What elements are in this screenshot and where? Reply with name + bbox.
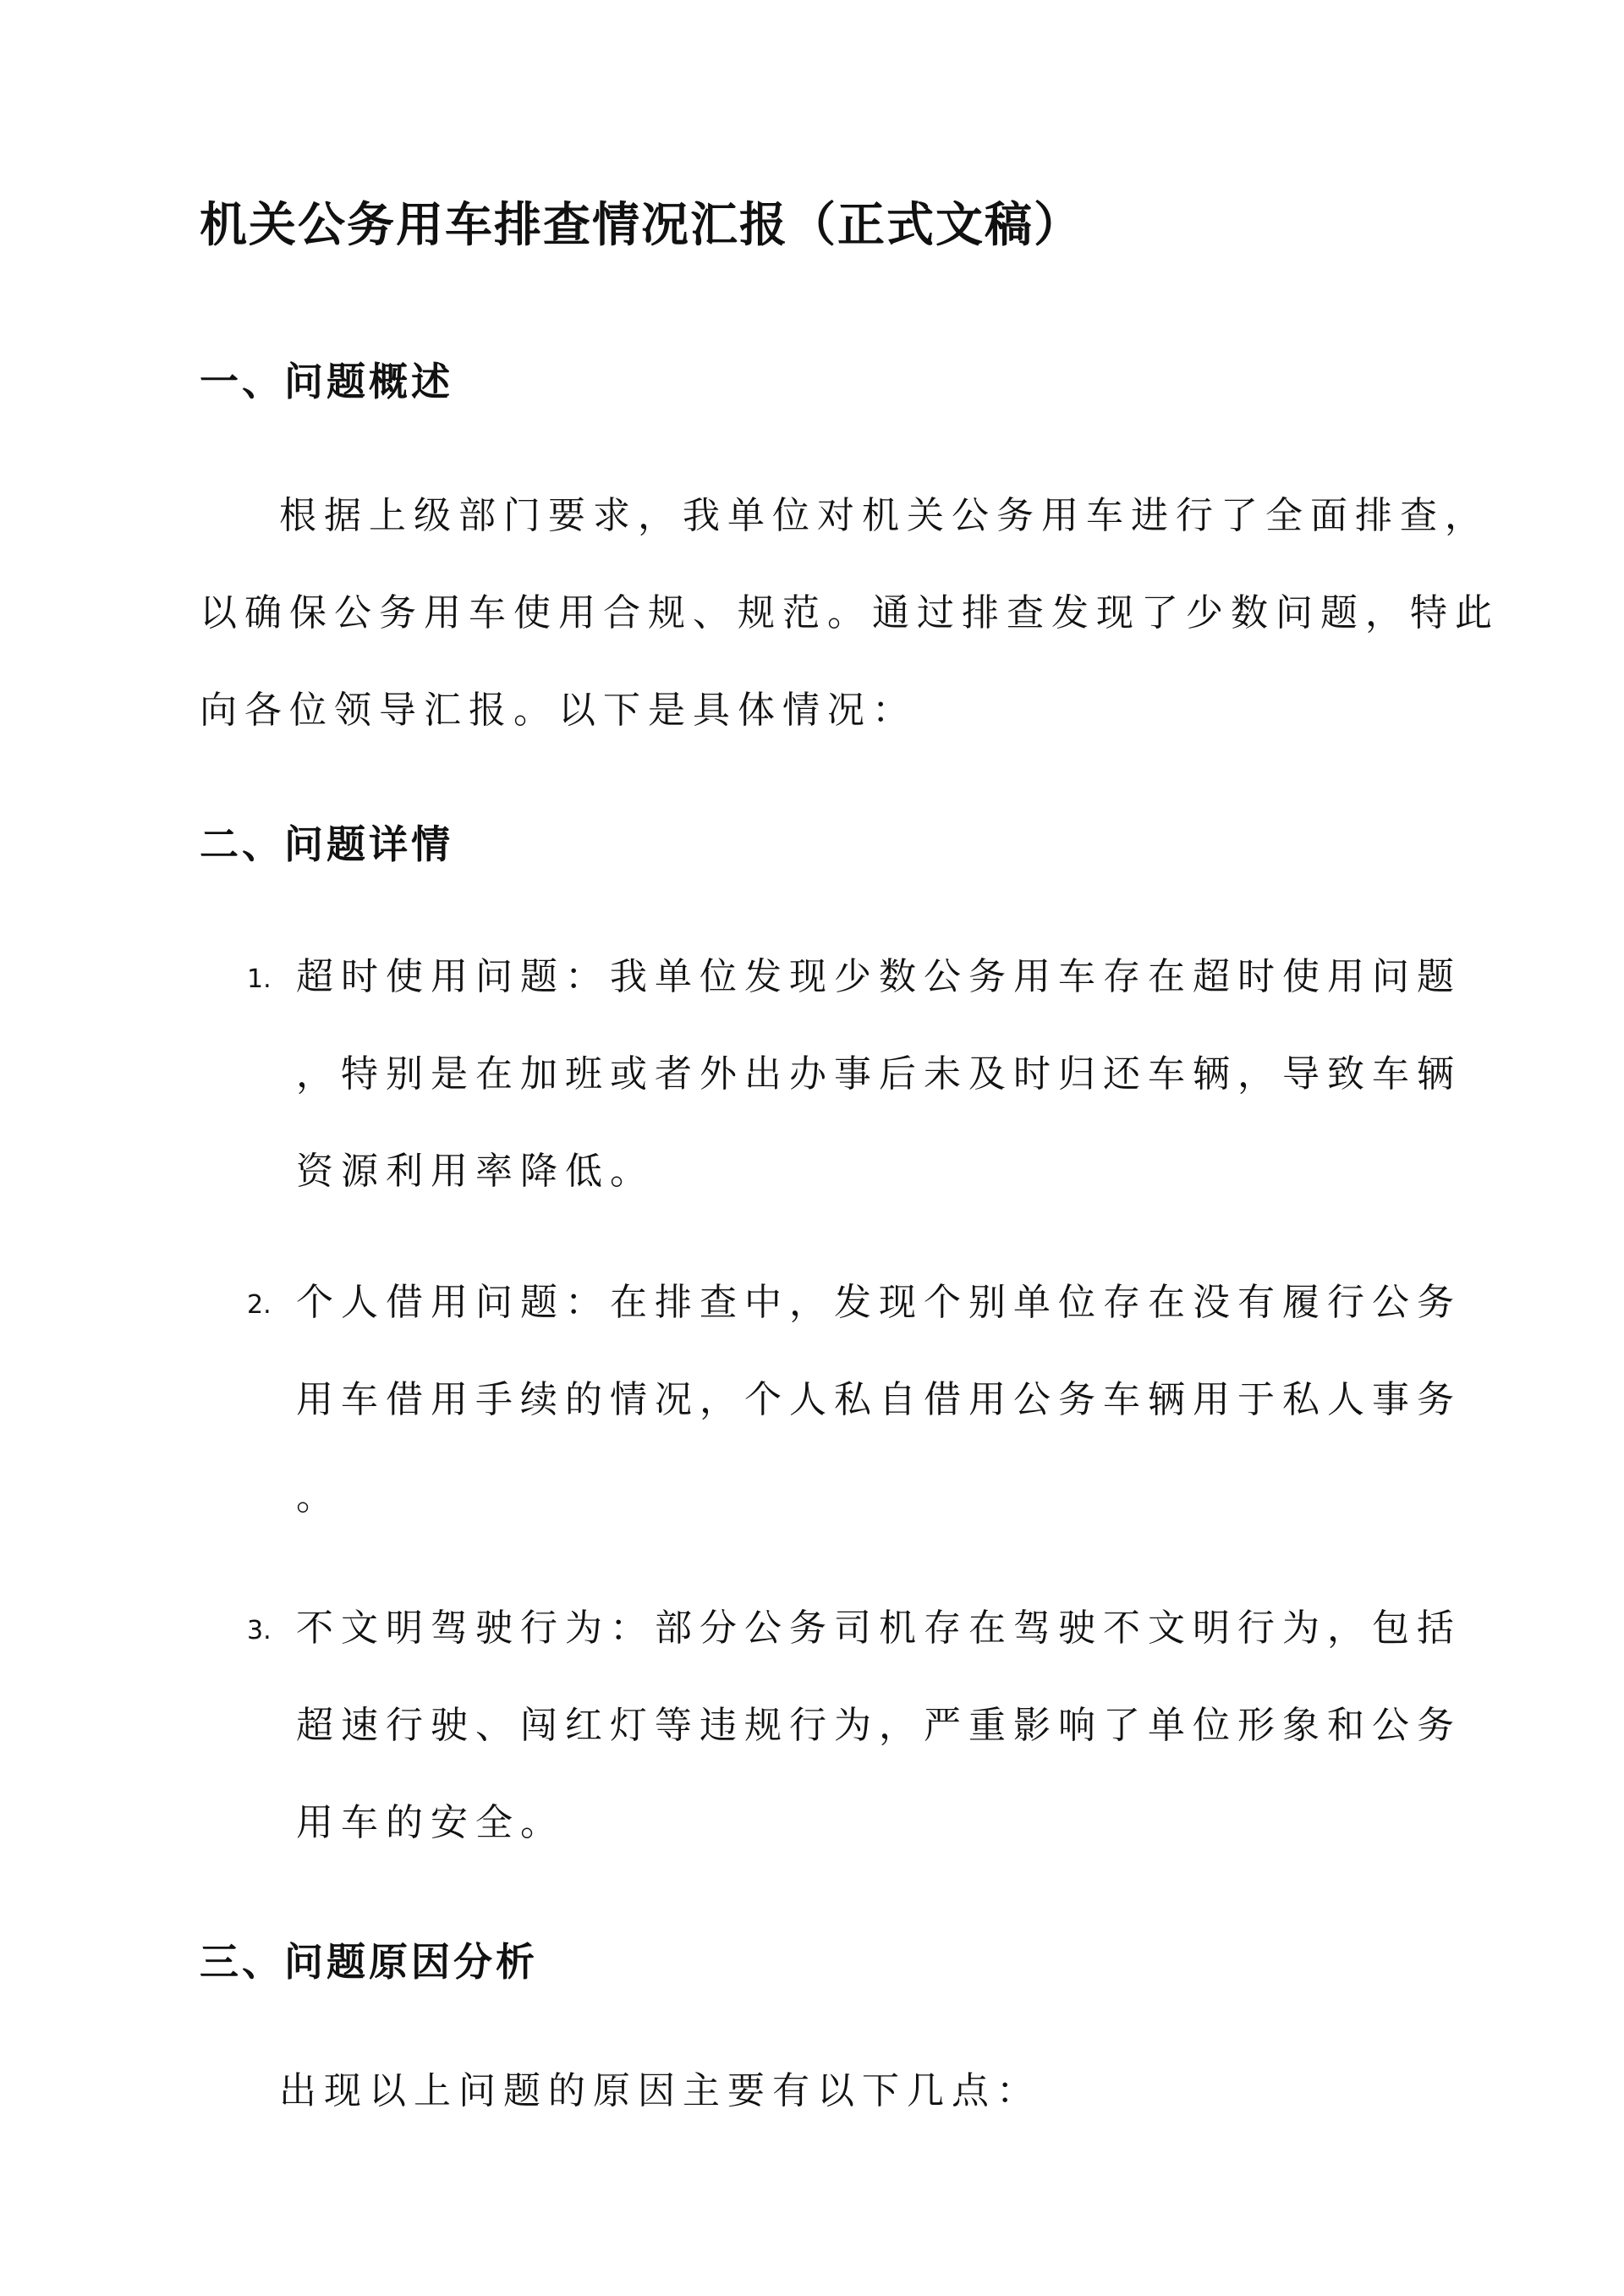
list-item-line: 超时使用问题：我单位发现少数公务用车存在超时使用问题 xyxy=(296,955,1462,998)
list-item-number: 2. xyxy=(247,1290,272,1320)
section-heading-overview: 一、问题概述 xyxy=(200,359,453,404)
list-item-number: 1. xyxy=(247,964,272,994)
paragraph-line: 以确保公务用车使用合规、规范。通过排查发现了少数问题，特此 xyxy=(200,591,1500,634)
list-item-line: ，特别是在加班或者外出办事后未及时归还车辆，导致车辆 xyxy=(296,1052,1462,1096)
paragraph-line: 出现以上问题的原因主要有以下几点： xyxy=(279,2069,1041,2112)
list-item-line: 超速行驶、闯红灯等违规行为，严重影响了单位形象和公务 xyxy=(296,1704,1462,1747)
section-heading-details: 二、问题详情 xyxy=(200,821,453,867)
list-item-line: 用车借用手续的情况，个人私自借用公务车辆用于私人事务 xyxy=(296,1378,1462,1421)
list-item-line: 个人借用问题：在排查中，发现个别单位存在没有履行公务 xyxy=(296,1281,1462,1324)
list-item-line: 资源利用率降低。 xyxy=(296,1150,655,1193)
list-item-line: 不文明驾驶行为：部分公务司机存在驾驶不文明行为，包括 xyxy=(296,1607,1462,1650)
paragraph-line: 根据上级部门要求，我单位对机关公务用车进行了全面排查， xyxy=(279,494,1490,537)
list-item-line: 。 xyxy=(296,1475,341,1519)
document-title: 机关公务用车排查情况汇报（正式文稿） xyxy=(200,197,1083,253)
list-item-line: 用车的安全。 xyxy=(296,1801,565,1844)
section-heading-cause-analysis: 三、问题原因分析 xyxy=(200,1939,538,1985)
paragraph-line: 向各位领导汇报。以下是具体情况： xyxy=(200,689,917,732)
list-item-number: 3. xyxy=(247,1616,272,1645)
